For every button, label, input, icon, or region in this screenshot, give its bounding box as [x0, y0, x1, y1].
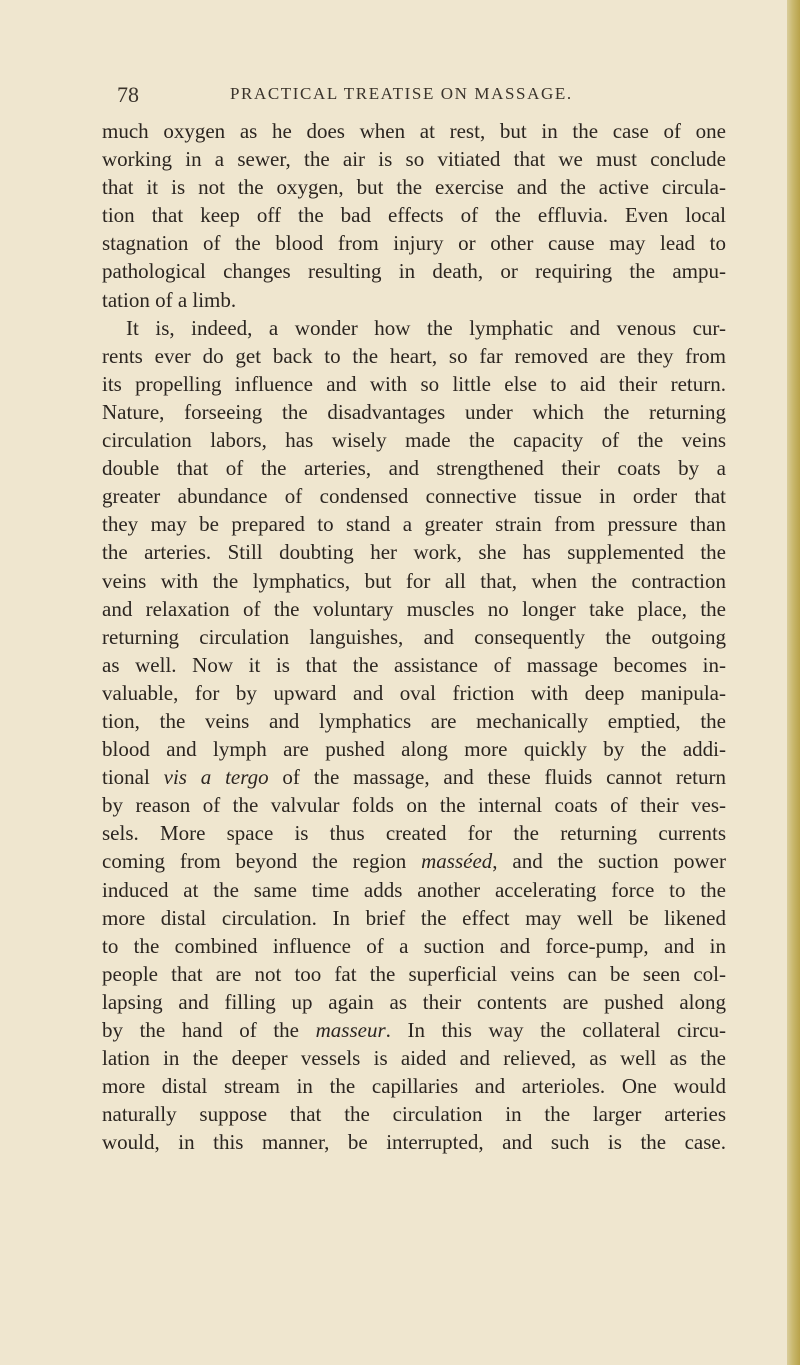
text-line: rents ever do get back to the heart, so far removed are they from — [102, 343, 726, 368]
text-line: they may be prepared to stand a greater strain from pressure than — [102, 512, 726, 537]
text-line: returning circulation languishes, and consequently the outgoing — [102, 624, 726, 649]
text-line: stagnation of the blood from injury or other cause may lead to — [102, 231, 726, 256]
page-number: 78 — [117, 82, 139, 107]
text-line: lapsing and filling up again as their contents are pushed along — [102, 989, 726, 1014]
text-line: double that of the arteries, and strengthened their coats by a — [102, 456, 726, 481]
text-line: people that are not too fat the superficial veins can be seen col- — [102, 961, 726, 986]
text-line: much oxygen as he does when at rest, but in the case of one — [102, 119, 726, 143]
text-line: pathological changes resulting in death, or requiring the ampu- — [102, 259, 726, 284]
text-line: working in a sewer, the air is so vitiated that we must conclude — [102, 147, 726, 172]
text-line-with-italic — [102, 763, 726, 791]
text-line: would, in this manner, be interrupted, and such is the case. — [102, 1130, 726, 1155]
text-line: induced at the same time adds another accelerating force to the — [102, 877, 726, 902]
text-segment: tional — [102, 765, 164, 790]
page-header — [0, 82, 800, 108]
text-line: greater abundance of condensed connective tissue in order that — [102, 484, 726, 509]
text-line: Nature, forseeing the disadvantages under which the returning — [102, 399, 726, 424]
text-line: more distal circulation. In brief the effect may well be likened — [102, 905, 726, 930]
text-segment: by the hand of the — [102, 1018, 316, 1042]
italic-term: masseur — [315, 1018, 386, 1042]
text-line: sels. More space is thus created for the returning currents — [102, 821, 726, 846]
gilded-page-edge — [787, 0, 800, 1365]
text-line: tion, the veins and lymphatics are mechanically emptied, the — [102, 708, 726, 733]
text-segment: of the massage, and these fluids cannot return — [268, 765, 726, 790]
text-line: tion that keep off the bad effects of the effluvia. Even local — [102, 203, 726, 228]
text-line-with-italic — [102, 1016, 726, 1044]
text-line: by reason of the valvular folds on the internal coats of their ves- — [102, 793, 726, 818]
text-line: more distal stream in the capillaries and arterioles. One would — [102, 1074, 726, 1099]
text-line: and relaxation of the voluntary muscles no longer take place, the — [102, 596, 726, 621]
text-line: that it is not the oxygen, but the exercise and the active circula- — [102, 175, 726, 200]
text-line: circulation labors, has wisely made the capacity of the veins — [102, 428, 726, 453]
running-head: PRACTICAL TREATISE ON MASSAGE. — [230, 84, 573, 103]
text-line: veins with the lymphatics, but for all that, when the contraction — [102, 568, 726, 593]
italic-term: masséed — [421, 849, 493, 874]
text-line: tation of a limb. — [102, 287, 237, 312]
text-line: blood and lymph are pushed along more quickly by the addi- — [102, 737, 726, 762]
italic-term: vis a tergo — [163, 765, 269, 790]
text-line: its propelling influence and with so little else to aid their return. — [102, 371, 726, 396]
text-line: valuable, for by upward and oval friction with deep manipula- — [102, 680, 726, 705]
text-line: lation in the deeper vessels is aided and relieved, as well as the — [102, 1046, 726, 1071]
text-segment: coming from beyond the region — [102, 849, 422, 874]
text-line: naturally suppose that the circulation in the larger arteries — [102, 1102, 726, 1127]
body-text — [102, 117, 726, 1156]
text-line: as well. Now it is that the assistance of massage becomes in- — [102, 652, 726, 677]
text-line: the arteries. Still doubting her work, she has supplemented the — [102, 540, 726, 565]
paragraph-start-line: It is, indeed, a wonder how the lymphatic and venous cur- — [126, 315, 726, 340]
text-line: to the combined influence of a suction and force-pump, and in — [102, 933, 726, 958]
text-segment: , and the suction power — [492, 849, 726, 874]
text-line-with-italic — [102, 847, 726, 875]
text-segment: . In this way the collateral circu- — [385, 1018, 726, 1042]
